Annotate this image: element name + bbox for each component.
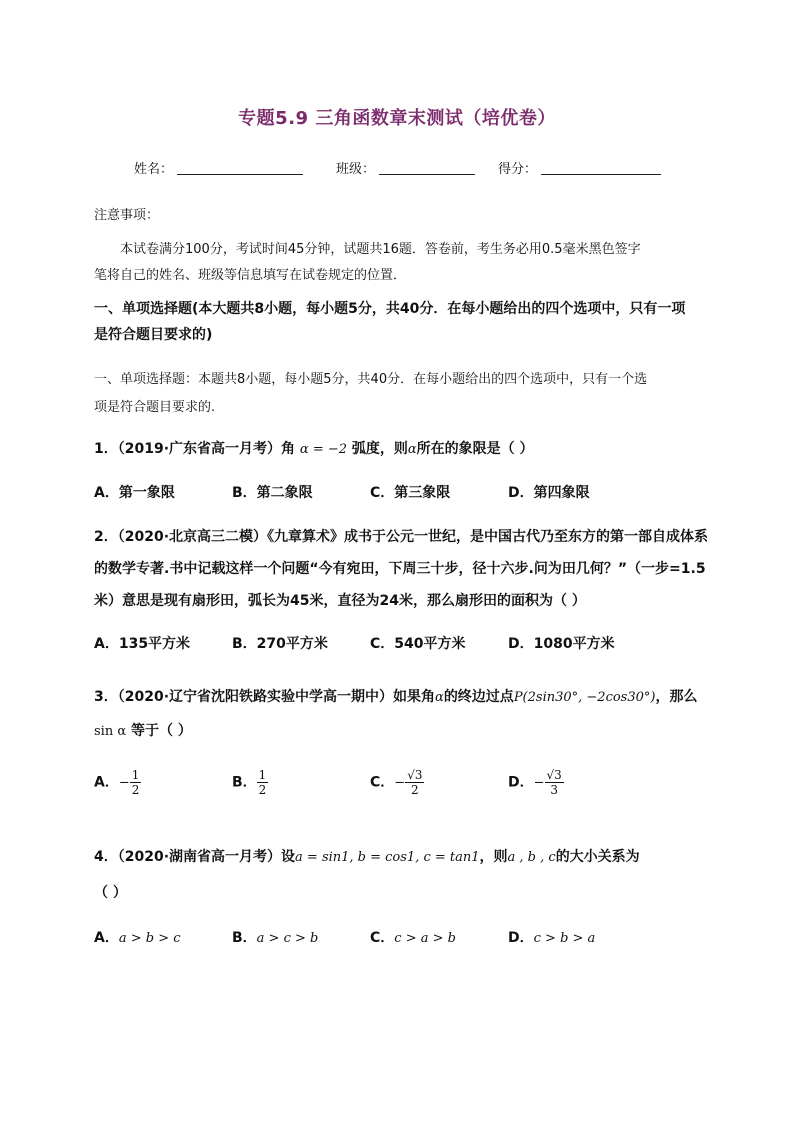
- q1-prefix: 1．（2019·广东省高一月考）角: [94, 441, 296, 457]
- q1-option-a[interactable]: A．第一象限: [94, 485, 175, 501]
- q4-mid: ，则: [479, 849, 508, 865]
- q4-option-b-label: B．: [232, 930, 257, 946]
- q3-alpha: α: [435, 690, 444, 705]
- notice-title: 注意事项：: [94, 208, 160, 223]
- section-heading-line-2: 是符合题目要求的): [94, 327, 213, 343]
- question-2-line-2: 的数学专著.书中记载这样一个问题“今有宛田，下周三十步，径十六步.问为田几何？”（一步=1.5: [94, 561, 706, 577]
- q3-option-d-fraction: [545, 768, 564, 797]
- q4-option-b-expr: a > c > b: [256, 931, 319, 946]
- question-4-line-1: [94, 846, 640, 866]
- q2-option-b[interactable]: B．270平方米: [232, 636, 328, 652]
- q4-option-c-label: C．: [370, 930, 395, 946]
- q4-option-d-label: D．: [508, 930, 534, 946]
- q1-expression: α = −2: [299, 442, 348, 457]
- page-title: 专题5.9 三角函数章末测试（培优卷）: [238, 108, 556, 129]
- q4-expression: a = sin1, b = cos1, c = tan1: [295, 850, 480, 865]
- q1-suffix2: 所在的象限是（ ）: [416, 441, 534, 457]
- q4-option-d-expr: c > b > a: [533, 931, 596, 946]
- q3-option-d-sign: −: [533, 775, 545, 791]
- q3-option-a-label: A．: [94, 774, 119, 791]
- q3-option-d-num: √3: [546, 768, 562, 782]
- question-1: [94, 438, 534, 458]
- section-repeat-line-2: 项是符合题目要求的.: [94, 400, 216, 415]
- q3-option-b[interactable]: [232, 768, 268, 797]
- q3-point: P(2sin30°, −2cos30°): [513, 690, 656, 705]
- notice-line-1: 本试卷满分100分，考试时间45分钟，试题共16题．答卷前，考生务必用0.5毫米黑色签字: [120, 242, 641, 257]
- q3-option-c-label: C．: [370, 774, 395, 791]
- q3-option-c[interactable]: [370, 768, 424, 797]
- q3-option-c-den: 2: [411, 783, 419, 797]
- score-blank[interactable]: [541, 162, 661, 175]
- class-label: 班级：: [336, 162, 376, 177]
- q3-option-b-fraction: [257, 768, 269, 797]
- q3-option-b-den: 2: [258, 783, 267, 797]
- q3-option-c-sign: −: [394, 775, 406, 791]
- class-field[interactable]: [336, 158, 475, 177]
- name-label: 姓名：: [134, 162, 174, 177]
- question-3-line-2: [94, 720, 192, 740]
- q3-prefix: 3．（2020·辽宁省沈阳铁路实验中学高一期中）如果角: [94, 689, 436, 705]
- question-4-line-2: （ ）: [94, 885, 127, 901]
- q3-option-a-fraction: [130, 768, 142, 797]
- class-blank[interactable]: [379, 162, 475, 175]
- q3-option-a-num: 1: [131, 768, 140, 782]
- q3-option-d-den: 3: [550, 783, 558, 797]
- q4-end: 的大小关系为: [555, 849, 640, 865]
- q3-sin-alpha: sin α: [94, 724, 127, 739]
- q4-prefix: 4．（2020·湖南省高一月考）设: [94, 849, 296, 865]
- q1-suffix: 弧度，则: [351, 441, 408, 457]
- q3-option-c-num: √3: [407, 768, 423, 782]
- q1-alpha: α: [407, 442, 417, 457]
- q3-option-b-label: B．: [232, 774, 257, 791]
- q4-option-c[interactable]: [370, 927, 456, 947]
- q4-option-b[interactable]: [232, 927, 318, 947]
- section-heading-line-1: 一、单项选择题(本大题共8小题，每小题5分，共40分．在每小题给出的四个选项中，只有一项: [94, 301, 686, 317]
- q3-option-a-sign: −: [118, 775, 130, 791]
- q3-option-c-fraction: [405, 768, 424, 797]
- q3-option-a-den: 2: [131, 783, 140, 797]
- q4-option-d[interactable]: [508, 927, 595, 947]
- q4-vars: a , b , c: [507, 850, 556, 865]
- q3-option-b-num: 1: [258, 768, 267, 782]
- q1-option-b[interactable]: B．第二象限: [232, 485, 313, 501]
- score-label: 得分：: [498, 162, 538, 177]
- q3-mid: 的终边过点: [443, 689, 514, 705]
- notice-line-2: 笔将自己的姓名、班级等信息填写在试卷规定的位置．: [94, 268, 407, 283]
- q3-line2-text: 等于（ ）: [131, 723, 192, 739]
- q2-option-d[interactable]: D．1080平方米: [508, 636, 615, 652]
- name-field[interactable]: [134, 158, 303, 177]
- q2-option-a[interactable]: A．135平方米: [94, 636, 191, 652]
- question-2-line-1: 2．（2020·北京高三二模）《九章算术》成书于公元一世纪，是中国古代乃至东方的第一部自成体系: [94, 529, 709, 545]
- q1-option-c[interactable]: C．第三象限: [370, 485, 451, 501]
- q1-option-d[interactable]: D．第四象限: [508, 485, 590, 501]
- score-field[interactable]: [498, 158, 661, 177]
- q2-option-c[interactable]: C．540平方米: [370, 636, 466, 652]
- q3-option-a[interactable]: [94, 768, 141, 797]
- section-repeat-line-1: 一、单项选择题：本题共8小题，每小题5分，共40分．在每小题给出的四个选项中，只有一个选: [94, 372, 648, 387]
- q4-option-c-expr: c > a > b: [394, 931, 456, 946]
- q3-option-d[interactable]: [508, 768, 564, 797]
- question-2-line-3: 米）意思是现有扇形田，弧长为45米，直径为24米，那么扇形田的面积为（ ）: [94, 593, 586, 609]
- q4-option-a[interactable]: [94, 927, 181, 947]
- q4-option-a-label: A．: [94, 930, 119, 946]
- q4-option-a-expr: a > b > c: [118, 931, 181, 946]
- name-blank[interactable]: [177, 162, 303, 175]
- question-3-line-1: [94, 686, 697, 706]
- q3-option-d-label: D．: [508, 774, 534, 791]
- q3-end: ，那么: [655, 689, 698, 705]
